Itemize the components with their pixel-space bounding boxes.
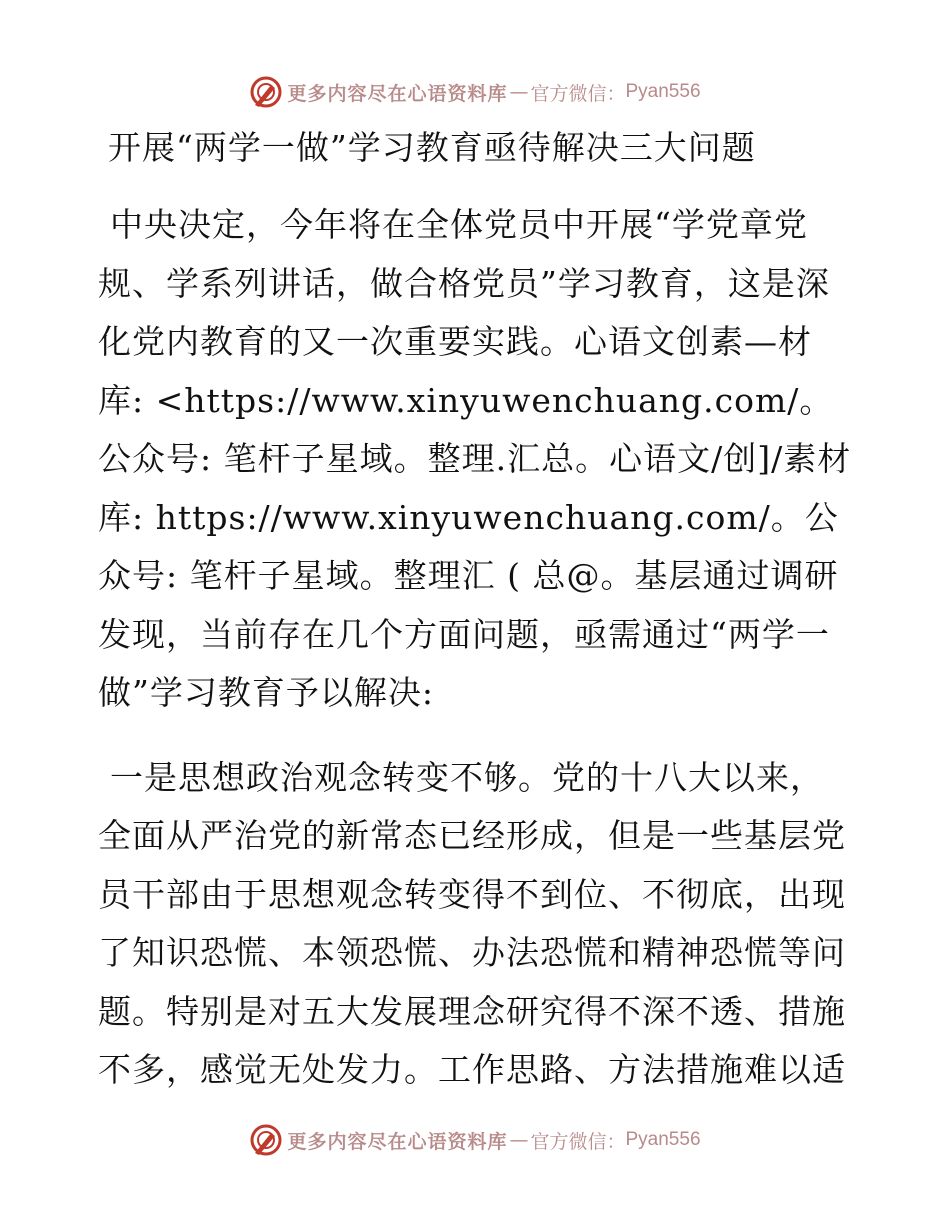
banner-label: 官方微信： [530,1130,626,1153]
banner-wechat-id: Pyan556 [625,81,701,102]
pen-logo-icon [249,75,283,109]
banner-wechat-id: Pyan556 [625,1129,701,1150]
footer-banner [0,1116,950,1164]
banner-label: 官方微信： [530,82,626,105]
paragraph-point-one: 一是思想政治观念转变不够。党的十八大以来，全面从严治党的新常态已经形成，但是一些基层党员干部由于思想观念转变得不到位、不彻底，出现了知识恐慌、本领恐慌、办法恐慌和精神恐慌等问题。特别是对五大发展理念研究得不深不透、措施不多，感觉无处发力。工作思路、方法措施难以适 [98,757,846,1089]
pen-logo-icon [249,1123,283,1157]
banner-text: 更多内容尽在心语资料库 [287,82,508,105]
banner-text: 更多内容尽在心语资料库 [287,1130,508,1153]
document-title: 开展“两学一做”学习教育亟待解决三大问题 [108,128,756,167]
paragraph-intro: 中央决定，今年将在全体党员中开展“学党章党规、学系列讲话，做合格党员”学习教育，这是深化党内教育的又一次重要实践。心语文创素—材库: <https://www.xinyuwenchuang.com/。公众号: 笔杆子星域。整理.汇总。心语文/创]/素材库: https://www.xinyuwenchuang.com/。公众号: 笔杆子星域。整理汇 ( 总@。基层通过调研发现，当前存在几个方面问题，亟需通过“两学一做”学习教育予以解决: [98,205,852,712]
document-body [98,124,852,1100]
banner-separator: — [509,1129,529,1151]
header-banner [0,68,950,116]
banner-separator: — [509,81,529,103]
